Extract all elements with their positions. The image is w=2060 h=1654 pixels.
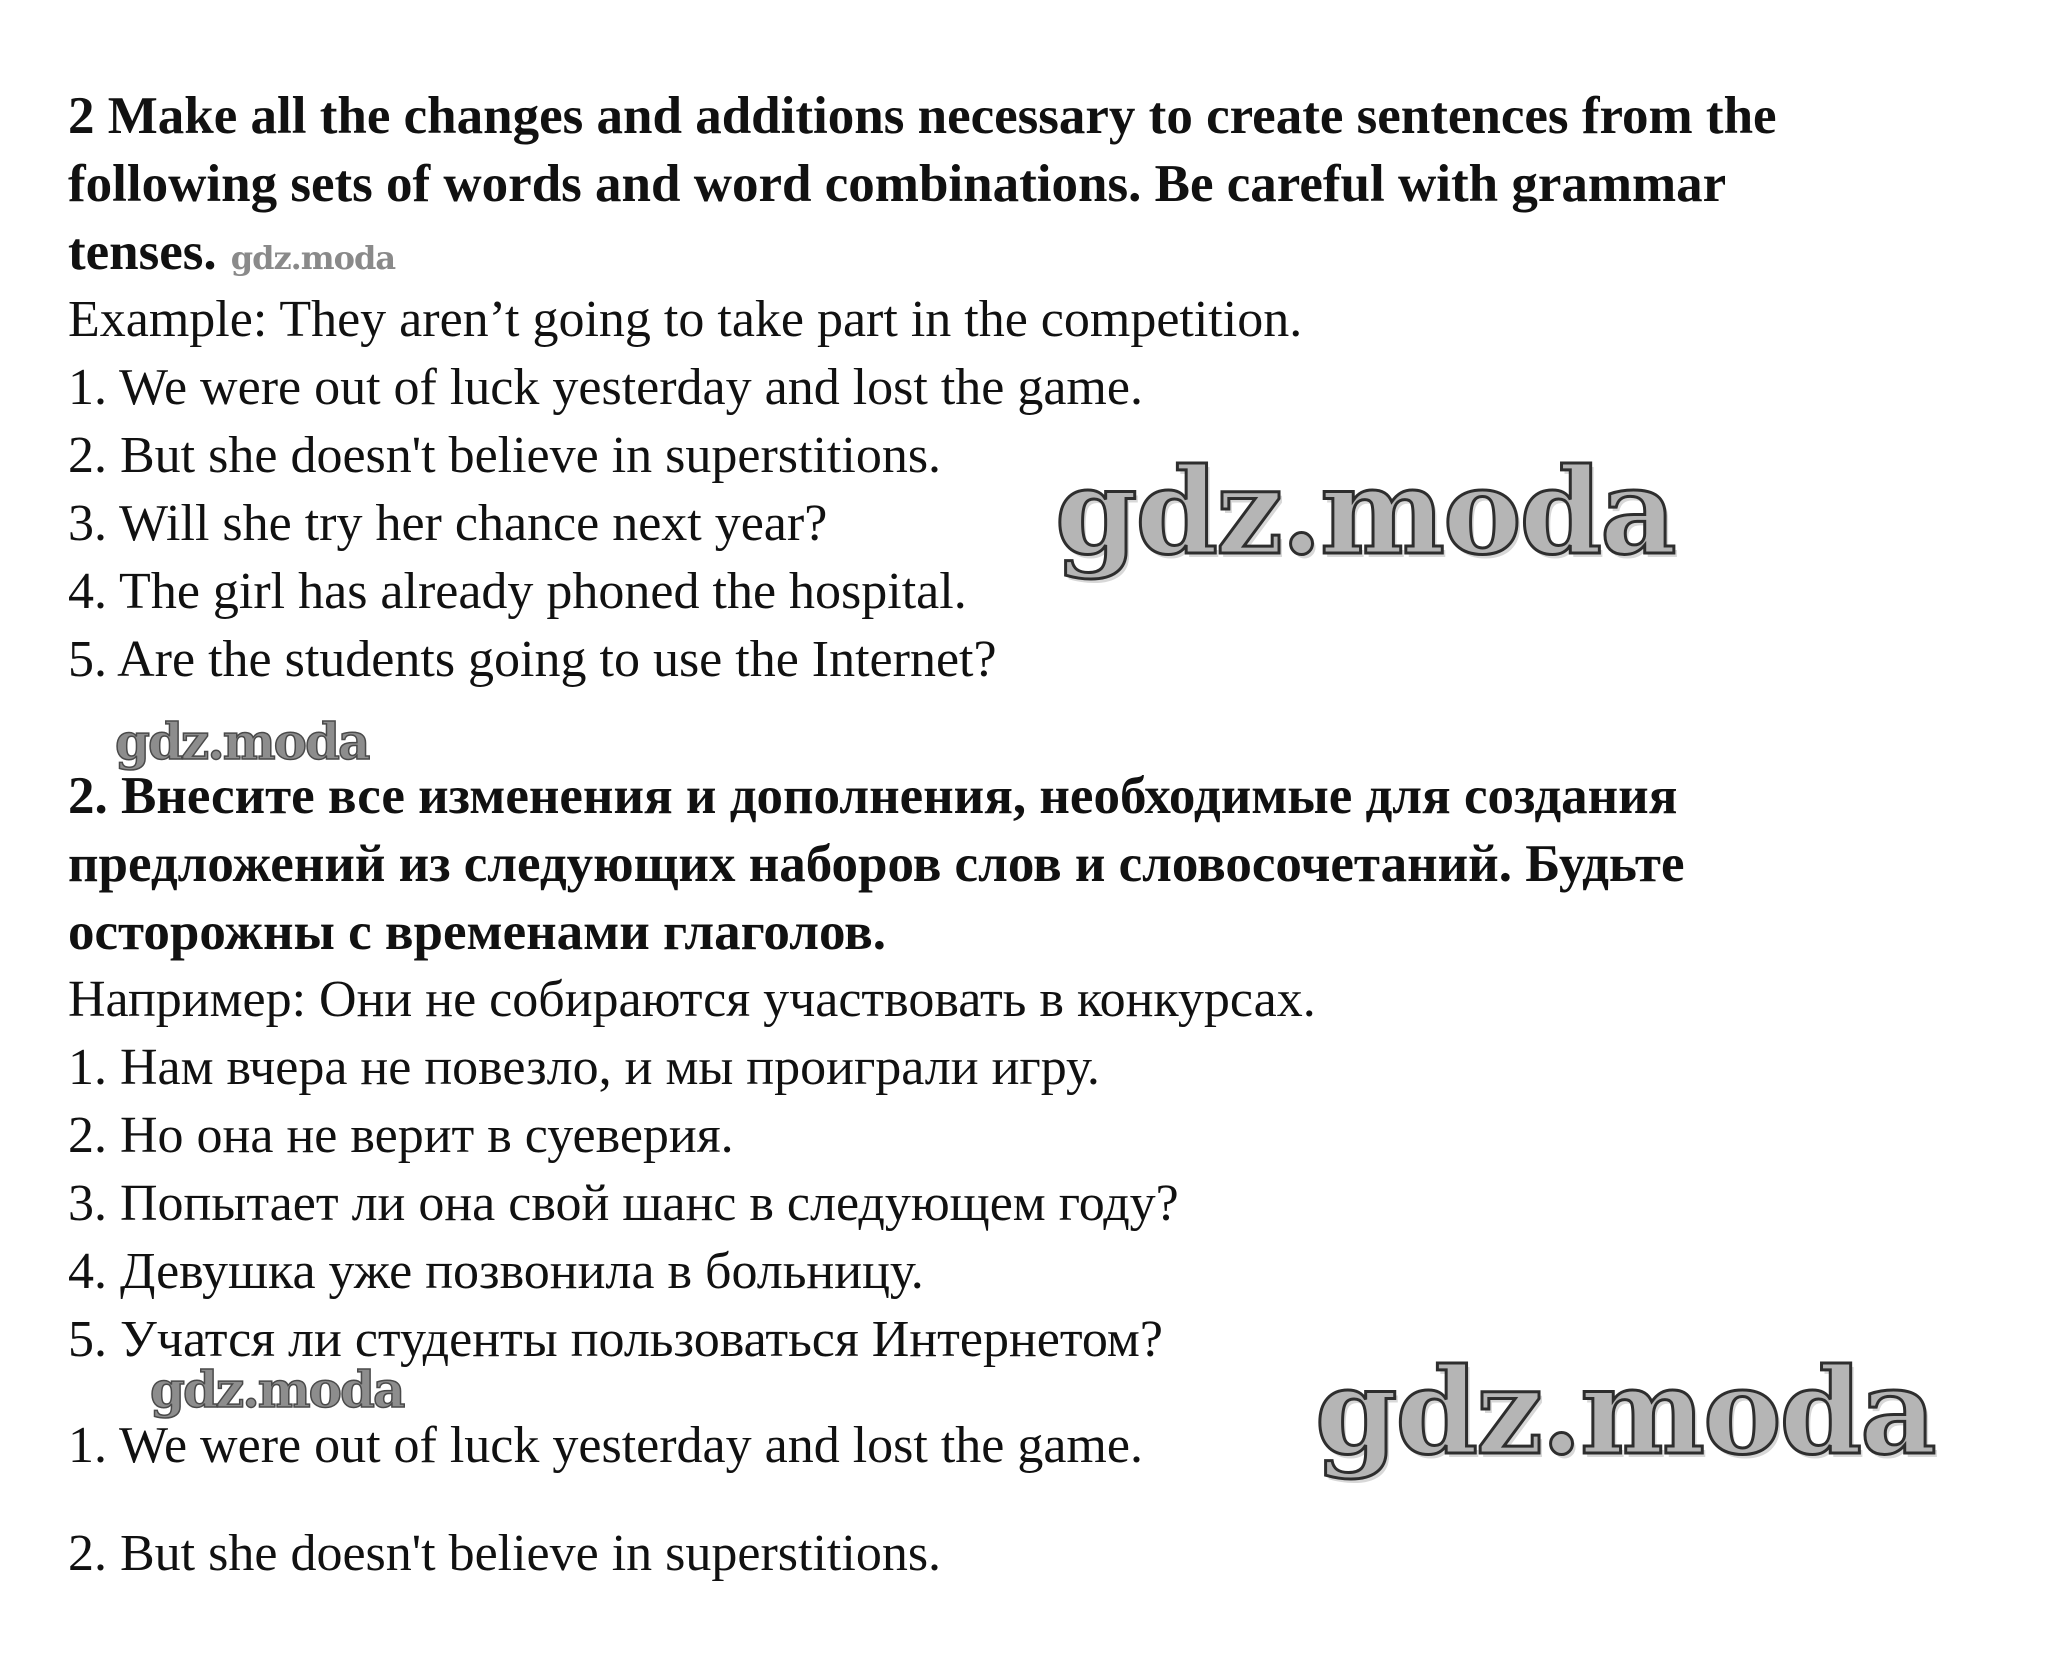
item-ru-1: 1. Нам вчера не повезло, и мы проиграли игру. bbox=[68, 1039, 1100, 1096]
watermark-small-1: gdz.moda bbox=[115, 712, 369, 771]
watermark-large-1: gdz.moda bbox=[1055, 442, 1675, 581]
task-heading-en-line-2: following sets of words and word combinations. Be careful with grammar bbox=[68, 155, 1727, 213]
task-heading-ru-line-2: предложений из следующих наборов слов и словосочетаний. Будьте bbox=[68, 835, 1685, 893]
item-ru-5: 5. Учатся ли студенты пользоваться Интернетом? bbox=[68, 1311, 1163, 1368]
item-en-3: 3. Will she try her chance next year? bbox=[68, 495, 828, 552]
item-en-2: 2. But she doesn't believe in superstitions. bbox=[68, 427, 942, 484]
answer-1: 1. We were out of luck yesterday and lost the game. bbox=[68, 1417, 1143, 1474]
example-en: Example: They aren’t going to take part in the competition. bbox=[68, 291, 1303, 348]
watermark-inline: gdz.moda bbox=[230, 239, 396, 277]
item-ru-3: 3. Попытает ли она свой шанс в следующем году? bbox=[68, 1175, 1179, 1232]
example-ru: Например: Они не собираются участвовать в конкурсах. bbox=[68, 971, 1316, 1028]
task-heading-ru-line-3: осторожны с временами глаголов. bbox=[68, 903, 887, 961]
task-heading-en-line-3-wrap bbox=[68, 218, 395, 292]
item-en-5: 5. Are the students going to use the Internet? bbox=[68, 631, 997, 688]
task-heading-en-line-1: 2 Make all the changes and additions necessary to create sentences from the bbox=[68, 87, 1777, 145]
answer-2: 2. But she doesn't believe in superstitions. bbox=[68, 1525, 942, 1582]
task-heading-en-line-3: tenses. bbox=[68, 223, 217, 281]
task-heading-ru-line-1: 2. Внесите все изменения и дополнения, необходимые для создания bbox=[68, 767, 1678, 825]
item-en-1: 1. We were out of luck yesterday and lost the game. bbox=[68, 359, 1143, 416]
item-ru-4: 4. Девушка уже позвонила в больницу. bbox=[68, 1243, 924, 1300]
watermark-small-2: gdz.moda bbox=[150, 1360, 404, 1419]
item-en-4: 4. The girl has already phoned the hospital. bbox=[68, 563, 967, 620]
watermark-large-2: gdz.moda bbox=[1315, 1342, 1935, 1481]
item-ru-2: 2. Но она не верит в суеверия. bbox=[68, 1107, 734, 1164]
